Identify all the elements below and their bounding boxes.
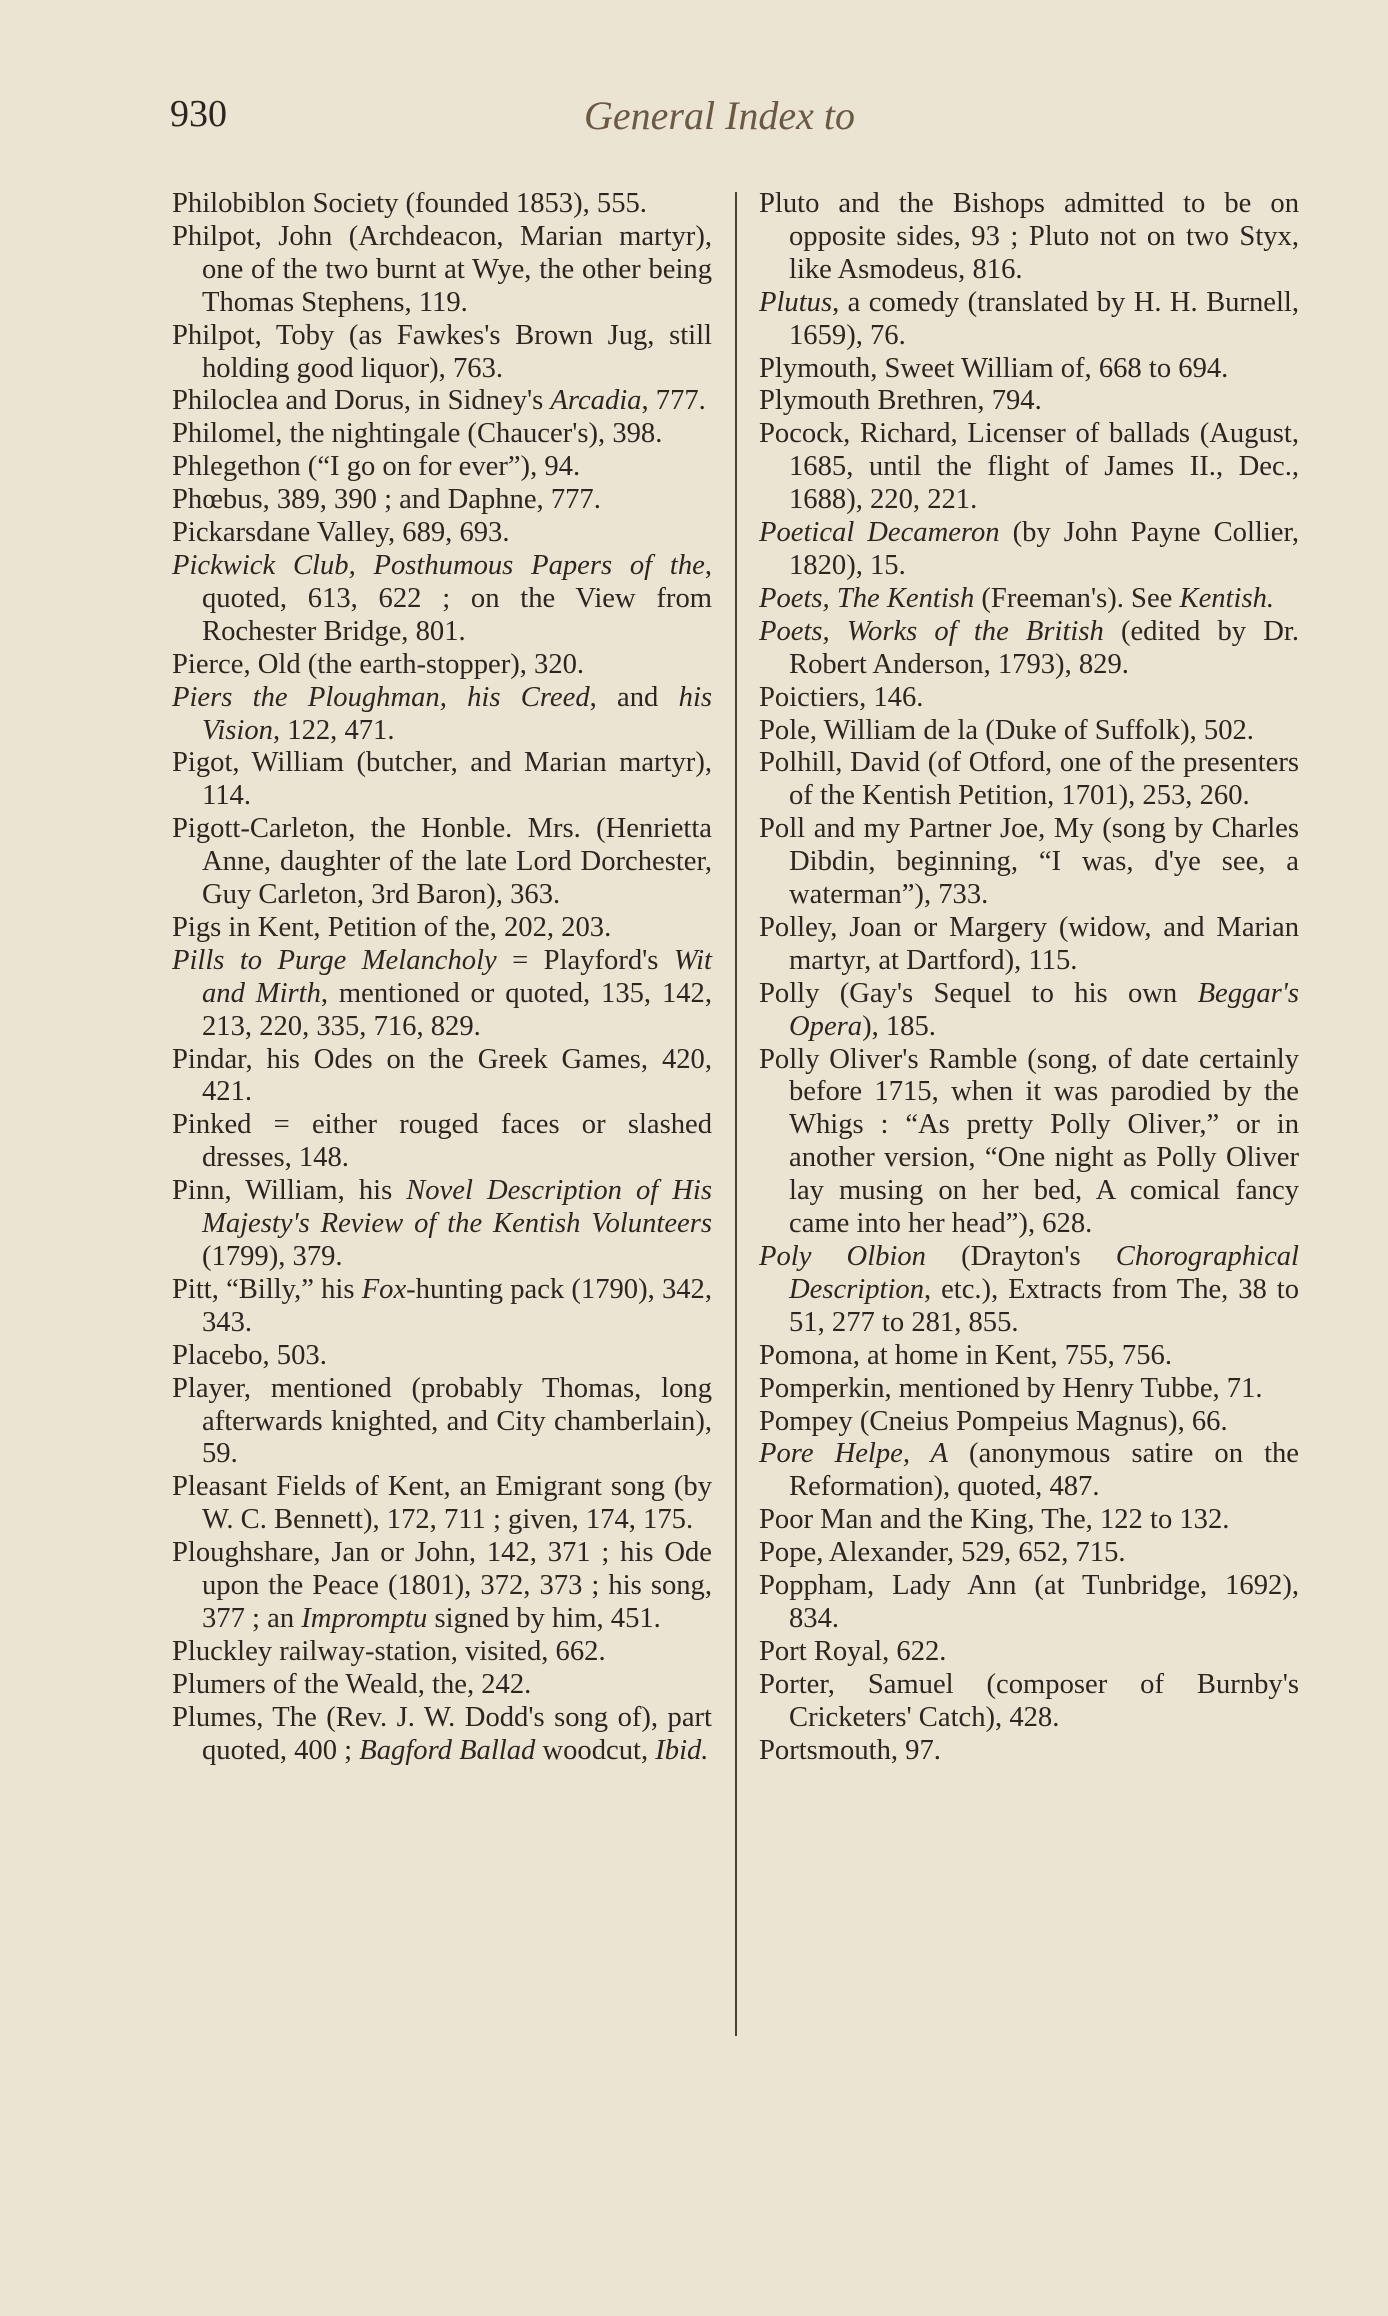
index-entry: Pickwick Club, Posthumous Papers of the, quoted, 613, 622 ; on the View from Rochester Bridge, 801. <box>172 549 712 647</box>
index-entry: Phlegethon (“I go on for ever”), 94. <box>172 451 581 483</box>
page-header <box>170 92 1250 152</box>
index-entry: Philpot, Toby (as Fawkes's Brown Jug, still holding good liquor), 763. <box>172 319 712 384</box>
index-entry: Polly Oliver's Ramble (song, of date certainly before 1715, when it was parodied by the Whigs : “As pretty Polly Oliver,” or in another version, “One night as Polly Oliver lay musing on her bed, A comical fancy came into her head”), 628. <box>759 1043 1299 1240</box>
index-entry: Plutus, a comedy (translated by H. H. Burnell, 1659), 76. <box>759 286 1299 351</box>
index-entry: Philoclea and Dorus, in Sidney's Arcadia, 777. <box>172 385 706 417</box>
index-entry: Poll and my Partner Joe, My (song by Charles Dibdin, beginning, “I was, d'ye see, a waterman”), 733. <box>759 813 1299 911</box>
index-column-left <box>172 188 712 1768</box>
index-column-right <box>759 188 1299 1768</box>
page-number: 930 <box>170 93 227 135</box>
index-entry: Plymouth, Sweet William of, 668 to 694. <box>759 352 1229 384</box>
index-entry: Poppham, Lady Ann (at Tunbridge, 1692), 834. <box>759 1570 1299 1634</box>
running-head: General Index to <box>584 93 856 138</box>
index-entry: Pigott-Carleton, the Honble. Mrs. (Henrietta Anne, daughter of the late Lord Dorchester, Guy Carleton, 3rd Baron), 363. <box>172 813 712 911</box>
index-entry: Poor Man and the King, The, 122 to 132. <box>759 1504 1230 1536</box>
index-entry: Poictiers, 146. <box>759 681 924 713</box>
index-entry: Pole, William de la (Duke of Suffolk), 502. <box>759 714 1254 746</box>
index-entry: Player, mentioned (probably Thomas, long afterwards knighted, and City chamberlain), 59. <box>172 1372 712 1470</box>
index-entry: Polhill, David (of Otford, one of the presenters of the Kentish Petition, 1701), 253, 260. <box>759 747 1299 812</box>
index-entry: Plumers of the Weald, the, 242. <box>172 1668 532 1700</box>
index-entry: Ploughshare, Jan or John, 142, 371 ; his Ode upon the Peace (1801), 372, 373 ; his song, 377 ; an Impromptu signed by him, 451. <box>172 1537 712 1634</box>
index-entry: Pomona, at home in Kent, 755, 756. <box>759 1339 1172 1371</box>
index-entry: Piers the Ploughman, his Creed, and his Vision, 122, 471. <box>172 681 713 746</box>
column-divider <box>735 192 737 2036</box>
index-entry: Pigot, William (butcher, and Marian martyr), 114. <box>172 747 712 812</box>
index-entry: Pinn, William, his Novel Description of His Majesty's Review of the Kentish Volunteers (1799), 379. <box>172 1175 712 1272</box>
index-entry: Pierce, Old (the earth-stopper), 320. <box>172 648 585 680</box>
index-entry: Philomel, the nightingale (Chaucer's), 398. <box>172 418 663 450</box>
index-entry: Pore Helpe, A (anonymous satire on the Reformation), quoted, 487. <box>759 1438 1299 1503</box>
index-entry: Pigs in Kent, Petition of the, 202, 203. <box>172 911 612 943</box>
index-entry: Pope, Alexander, 529, 652, 715. <box>759 1537 1126 1569</box>
index-entry: Polley, Joan or Margery (widow, and Marian martyr, at Dartford), 115. <box>759 911 1299 976</box>
index-entry: Port Royal, 622. <box>759 1635 947 1667</box>
index-entry: Plymouth Brethren, 794. <box>759 385 1042 417</box>
index-entry: Poly Olbion (Drayton's Chorographical Description, etc.), Extracts from The, 38 to 51, 277 to 281, 855. <box>759 1241 1300 1338</box>
index-entry: Pocock, Richard, Licenser of ballads (August, 1685, until the flight of James II., Dec., 1688), 220, 221. <box>759 418 1299 516</box>
index-entry: Pindar, his Odes on the Greek Games, 420, 421. <box>172 1043 712 1108</box>
index-entry: Philobiblon Society (founded 1853), 555. <box>172 188 647 219</box>
index-entry: Plumes, The (Rev. J. W. Dodd's song of), part quoted, 400 ; Bagford Ballad woodcut, Ibid. <box>172 1701 712 1766</box>
index-entry: Pinked = either rouged faces or slashed dresses, 148. <box>172 1109 712 1174</box>
index-entry: Pitt, “Billy,” his Fox-hunting pack (1790), 342, 343. <box>172 1273 712 1338</box>
index-entry: Polly (Gay's Sequel to his own Beggar's Opera), 185. <box>759 977 1299 1042</box>
index-entry: Pluckley railway-station, visited, 662. <box>172 1635 606 1667</box>
index-entry: Pompey (Cneius Pompeius Magnus), 66. <box>759 1405 1228 1437</box>
index-entry: Poets, Works of the British (edited by Dr. Robert Anderson, 1793), 829. <box>759 615 1300 680</box>
index-entry: Philpot, John (Archdeacon, Marian martyr), one of the two burnt at Wye, the other being Thomas Stephens, 119. <box>172 220 712 318</box>
index-entry: Pills to Purge Melancholy = Playford's Wit and Mirth, mentioned or quoted, 135, 142, 213, 220, 335, 716, 829. <box>172 944 712 1042</box>
index-entry: Pleasant Fields of Kent, an Emigrant song (by W. C. Bennett), 172, 711 ; given, 174, 175. <box>172 1471 712 1536</box>
index-entry: Pickarsdane Valley, 689, 693. <box>172 517 510 549</box>
index-entry: Phœbus, 389, 390 ; and Daphne, 777. <box>172 484 601 516</box>
index-entry: Placebo, 503. <box>172 1339 327 1371</box>
index-entry: Poetical Decameron (by John Payne Collier, 1820), 15. <box>759 517 1299 581</box>
index-entry: Poets, The Kentish (Freeman's). See Kentish. <box>759 582 1275 614</box>
index-entry: Porter, Samuel (composer of Burnby's Cricketers' Catch), 428. <box>759 1668 1299 1733</box>
index-entry: Pluto and the Bishops admitted to be on opposite sides, 93 ; Pluto not on two Styx, like Asmodeus, 816. <box>759 188 1299 285</box>
index-entry: Pomperkin, mentioned by Henry Tubbe, 71. <box>759 1372 1263 1404</box>
index-entry: Portsmouth, 97. <box>759 1734 941 1766</box>
